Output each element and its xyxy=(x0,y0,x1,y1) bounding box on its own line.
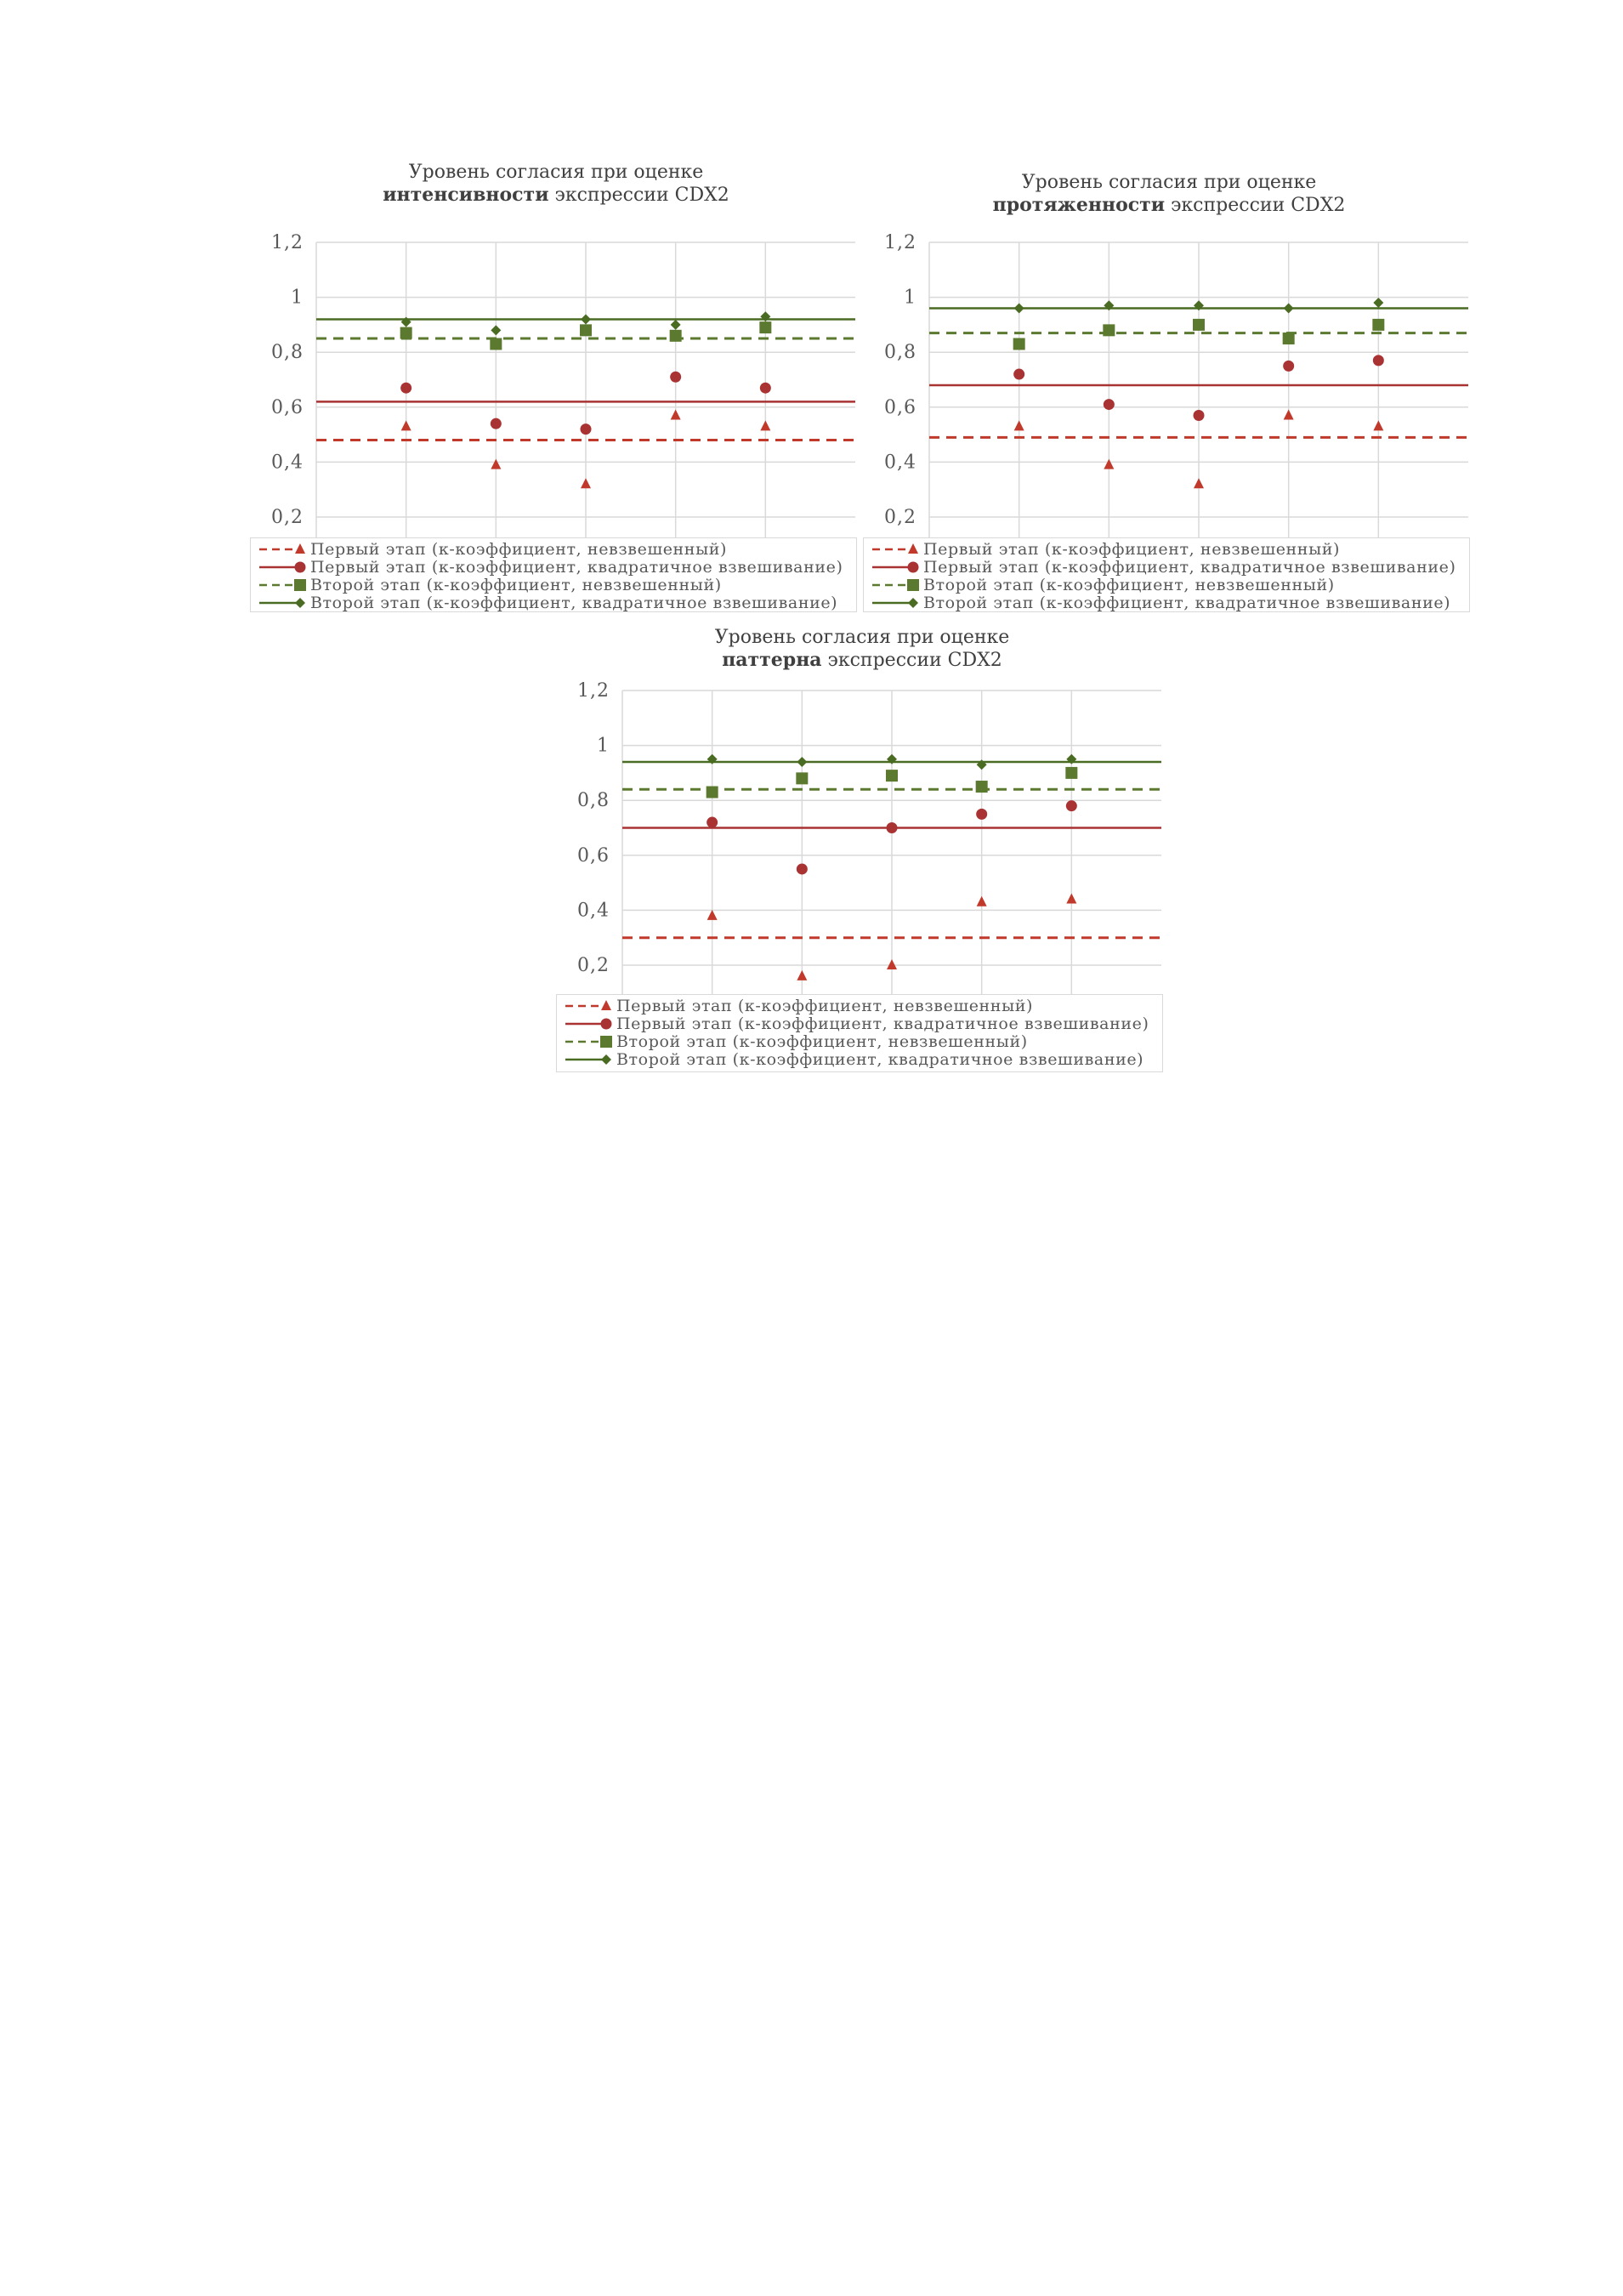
data-point-circle-marker xyxy=(1066,800,1077,811)
data-point-square-marker xyxy=(1193,319,1205,331)
y-tick-label: 0,4 xyxy=(577,900,610,922)
legend-swatch xyxy=(565,1016,615,1031)
legend-label: Первый этап (к-коэффициент, невзвешенный) xyxy=(310,539,728,559)
legend-item xyxy=(557,997,1033,1014)
data-point-triangle-marker xyxy=(491,459,501,469)
chart-title-bold: паттерна xyxy=(722,649,822,671)
data-point-square-marker xyxy=(1103,324,1115,336)
legend-item xyxy=(864,558,1456,576)
legend-circle-marker xyxy=(601,1018,612,1029)
legend-swatch xyxy=(872,595,922,611)
data-point-triangle-marker xyxy=(707,910,718,920)
legend-label: Первый этап (к-коэффициент, квадратичное взвешивание) xyxy=(616,1014,1149,1033)
legend-item xyxy=(251,576,722,594)
y-tick-label: 0,4 xyxy=(884,452,916,474)
y-tick-label: 1 xyxy=(904,287,916,309)
chart-title xyxy=(250,162,862,207)
legend-item xyxy=(557,1014,1149,1032)
chart-title xyxy=(556,627,1168,672)
y-tick-label: 1 xyxy=(597,735,610,757)
chart-title-rest: экспрессии CDX2 xyxy=(1165,195,1346,216)
chart-title-rest: экспрессии CDX2 xyxy=(548,185,729,206)
chart-title xyxy=(863,172,1475,217)
data-point-triangle-marker xyxy=(1066,893,1076,903)
y-tick-label: 0,6 xyxy=(577,844,610,867)
legend-swatch xyxy=(259,560,309,575)
data-point-circle-marker xyxy=(1373,355,1384,366)
data-point-square-marker xyxy=(670,330,682,342)
legend-label: Второй этап (к-коэффициент, невзвешенный) xyxy=(616,1031,1028,1051)
data-point-square-marker xyxy=(1013,338,1025,350)
chart-title-line2 xyxy=(250,184,862,207)
legend-label: Второй этап (к-коэффициент, квадратичное взвешивание) xyxy=(310,593,838,612)
data-point-circle-marker xyxy=(707,817,718,828)
gridlines xyxy=(316,242,855,551)
legend-circle-marker xyxy=(908,561,919,572)
legend-label: Второй этап (к-коэффициент, квадратичное взвешивание) xyxy=(616,1049,1144,1069)
data-point-square-marker xyxy=(400,327,412,339)
y-tick-label: 0,8 xyxy=(271,342,304,364)
data-point-circle-marker xyxy=(797,863,808,874)
legend-diamond-marker xyxy=(601,1054,611,1065)
chart-title-line1: Уровень согласия при оценке xyxy=(1021,172,1317,193)
data-point-diamond-marker xyxy=(1014,304,1024,314)
legend xyxy=(556,994,1163,1072)
legend-diamond-marker xyxy=(295,598,305,608)
y-tick-label: 0,6 xyxy=(884,396,916,418)
data-point-circle-marker xyxy=(581,423,592,435)
data-point-triangle-marker xyxy=(887,959,897,969)
data-point-square-marker xyxy=(976,781,988,793)
data-point-diamond-marker xyxy=(797,757,807,767)
y-tick-label: 0,2 xyxy=(884,507,916,528)
legend-item xyxy=(864,594,1450,611)
legend-item xyxy=(864,540,1340,558)
legend-swatch xyxy=(872,542,922,557)
legend-square-marker xyxy=(600,1036,612,1048)
y-tick-label: 1,2 xyxy=(884,232,916,253)
y-tick-label: 0,2 xyxy=(577,955,610,976)
data-point-circle-marker xyxy=(760,383,771,394)
legend-label: Второй этап (к-коэффициент, квадратичное взвешивание) xyxy=(923,593,1451,612)
chart-title-line1: Уровень согласия при оценке xyxy=(408,162,704,183)
data-point-circle-marker xyxy=(976,809,987,820)
data-point-triangle-marker xyxy=(1014,420,1024,430)
y-tick-label: 0,8 xyxy=(884,342,916,364)
legend-swatch xyxy=(565,1034,615,1049)
gridlines xyxy=(929,242,1468,551)
legend-item xyxy=(251,540,727,558)
legend-swatch xyxy=(565,998,615,1014)
legend-label: Второй этап (к-коэффициент, невзвешенный) xyxy=(310,575,722,594)
data-point-triangle-marker xyxy=(1194,478,1204,488)
gridlines xyxy=(622,691,1161,999)
data-point-diamond-marker xyxy=(1284,304,1294,314)
legend-swatch xyxy=(259,595,309,611)
data-point-square-marker xyxy=(580,324,592,336)
legend-label: Второй этап (к-коэффициент, невзвешенный) xyxy=(923,575,1335,594)
data-point-square-marker xyxy=(759,321,771,333)
data-point-diamond-marker xyxy=(1373,298,1383,308)
data-point-triangle-marker xyxy=(671,409,681,419)
plot-area xyxy=(556,673,1168,1150)
legend-swatch xyxy=(259,577,309,593)
data-point-triangle-marker xyxy=(977,896,987,906)
chart-intensity xyxy=(250,162,862,612)
data-point-circle-marker xyxy=(887,822,898,833)
legend-swatch xyxy=(565,1052,615,1067)
legend-item xyxy=(251,558,843,576)
data-point-circle-marker xyxy=(1013,369,1024,380)
legend-item xyxy=(251,594,837,611)
legend-triangle-marker xyxy=(295,543,305,554)
y-tick-label: 0,8 xyxy=(577,790,610,812)
data-point-triangle-marker xyxy=(1104,459,1114,469)
legend-circle-marker xyxy=(295,561,306,572)
y-tick-label: 1,2 xyxy=(271,232,304,253)
data-point-square-marker xyxy=(796,772,808,784)
legend-square-marker xyxy=(294,579,306,591)
y-tick-label: 1,2 xyxy=(577,680,610,702)
chart-extent xyxy=(863,162,1475,612)
legend-item xyxy=(557,1032,1028,1050)
data-point-circle-marker xyxy=(400,383,411,394)
legend-triangle-marker xyxy=(908,543,918,554)
legend-triangle-marker xyxy=(601,1000,611,1010)
data-point-square-marker xyxy=(1283,332,1295,344)
legend xyxy=(863,537,1470,612)
chart-title-line2 xyxy=(556,649,1168,672)
data-point-square-marker xyxy=(886,770,898,781)
legend-label: Первый этап (к-коэффициент, квадратичное взвешивание) xyxy=(310,557,843,577)
data-point-diamond-marker xyxy=(671,320,681,330)
chart-pattern xyxy=(556,627,1168,1077)
data-point-circle-marker xyxy=(1283,361,1294,372)
data-point-square-marker xyxy=(490,338,502,350)
y-tick-label: 0,4 xyxy=(271,452,304,474)
y-tick-label: 0,6 xyxy=(271,396,304,418)
legend-label: Первый этап (к-коэффициент, квадратичное взвешивание) xyxy=(923,557,1456,577)
data-point-square-marker xyxy=(1065,767,1077,779)
y-tick-label: 1 xyxy=(291,287,304,309)
data-point-circle-marker xyxy=(491,418,502,429)
legend-label: Первый этап (к-коэффициент, невзвешенный) xyxy=(923,539,1341,559)
chart-title-line2 xyxy=(863,194,1475,217)
data-point-triangle-marker xyxy=(760,420,770,430)
data-point-diamond-marker xyxy=(491,325,501,335)
y-tick-label: 0,2 xyxy=(271,507,304,528)
data-point-square-marker xyxy=(707,787,718,798)
data-point-circle-marker xyxy=(670,372,681,383)
legend-diamond-marker xyxy=(908,598,918,608)
data-point-circle-marker xyxy=(1194,410,1205,421)
chart-title-bold: интенсивности xyxy=(383,184,549,206)
legend-swatch xyxy=(872,577,922,593)
data-point-triangle-marker xyxy=(1373,420,1383,430)
data-point-triangle-marker xyxy=(581,478,591,488)
legend-item xyxy=(557,1050,1143,1068)
legend-swatch xyxy=(872,560,922,575)
data-point-circle-marker xyxy=(1104,399,1115,410)
legend-swatch xyxy=(259,542,309,557)
data-point-diamond-marker xyxy=(581,314,591,324)
legend-item xyxy=(864,576,1335,594)
legend-square-marker xyxy=(907,579,919,591)
legend xyxy=(250,537,857,612)
data-point-triangle-marker xyxy=(401,420,411,430)
data-point-square-marker xyxy=(1372,319,1384,331)
chart-title-line1: Уровень согласия при оценке xyxy=(714,627,1010,648)
data-point-triangle-marker xyxy=(1284,409,1294,419)
data-point-triangle-marker xyxy=(797,970,807,980)
chart-title-rest: экспрессии CDX2 xyxy=(821,650,1002,671)
chart-title-bold: протяженности xyxy=(992,194,1166,216)
legend-label: Первый этап (к-коэффициент, невзвешенный) xyxy=(616,996,1034,1015)
